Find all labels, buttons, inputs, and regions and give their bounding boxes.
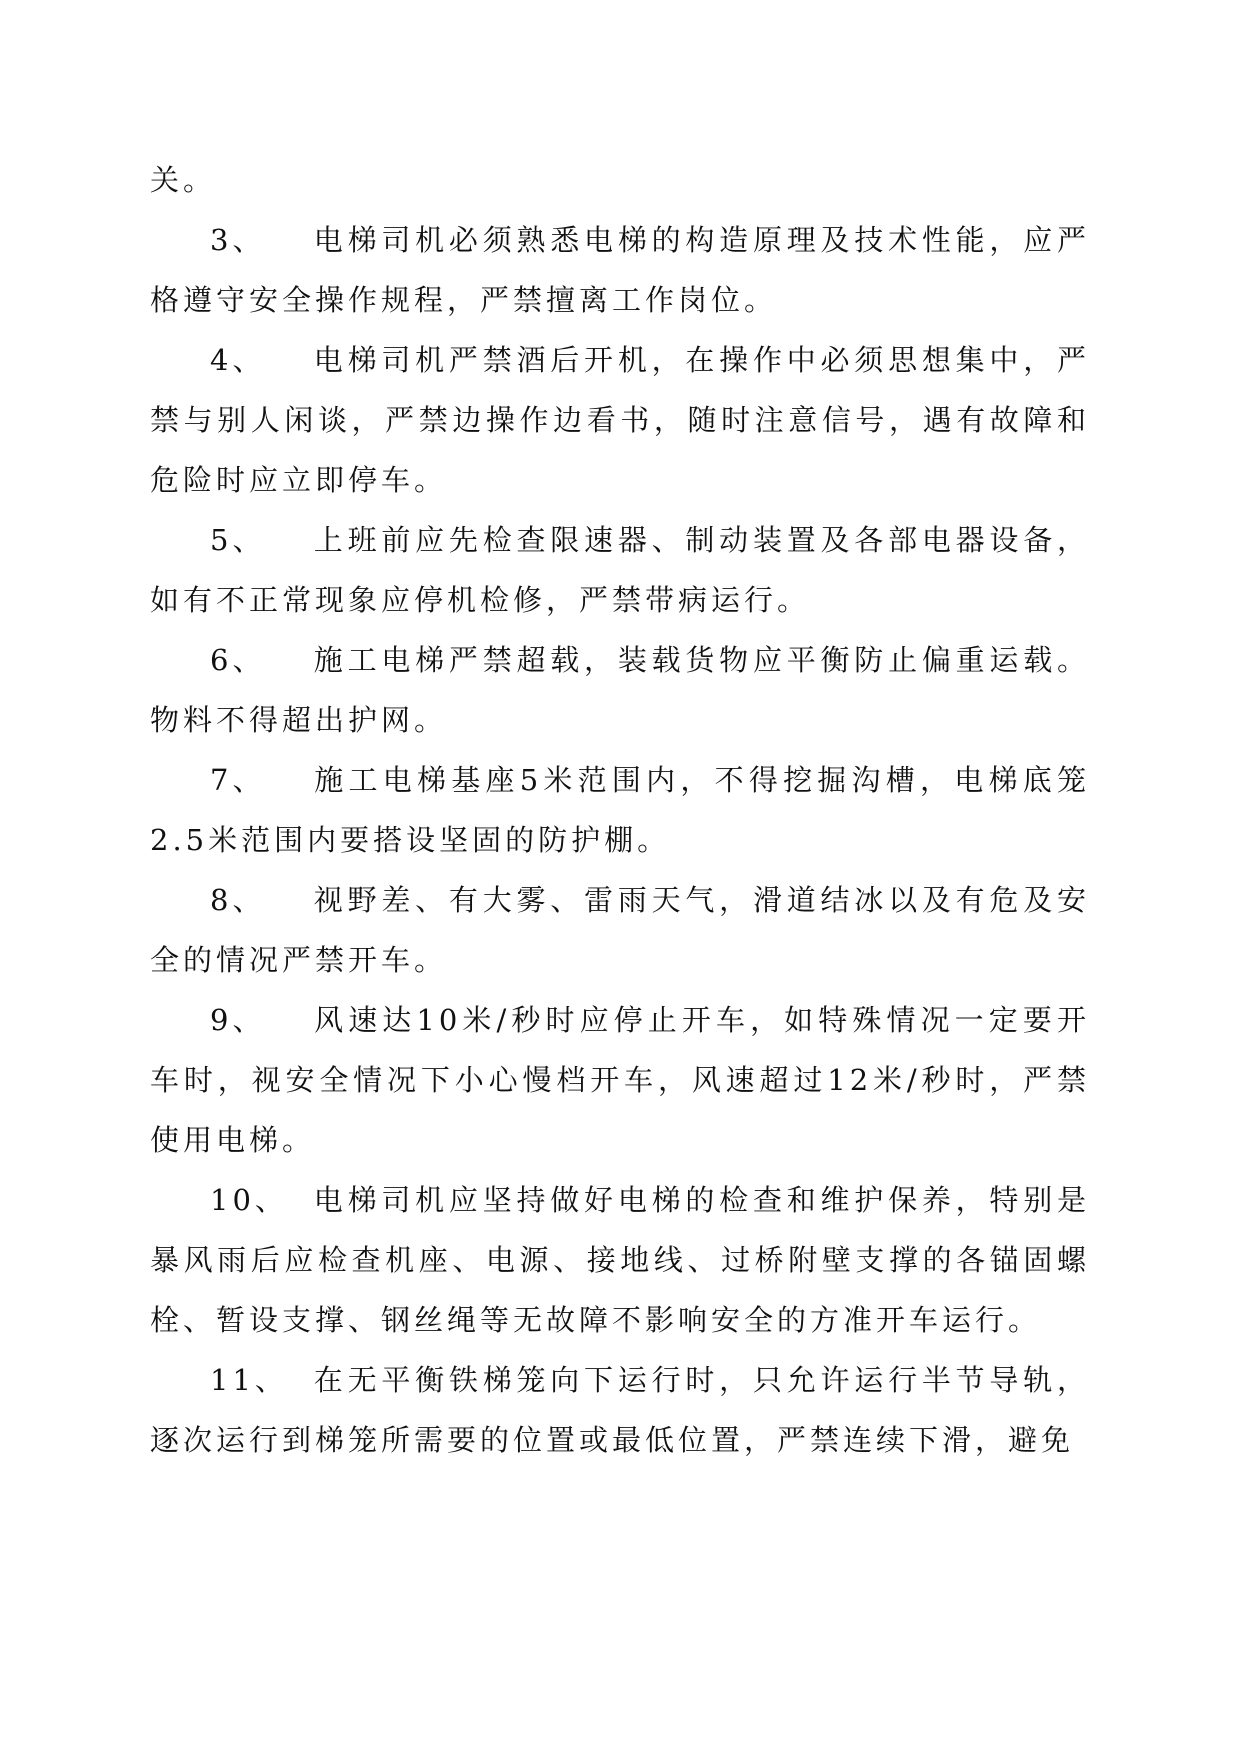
list-item: [150, 510, 1090, 630]
lead-text: 关。: [150, 163, 217, 197]
item-number: 6、: [210, 643, 266, 677]
list-item: [150, 1170, 1090, 1350]
item-text: 施工电梯基座5米范围内，不得挖掘沟槽，电梯底笼2.5米范围内要搭设坚固的防护棚。: [150, 763, 1090, 857]
document-page: [150, 150, 1090, 1470]
item-number: 9、: [210, 1003, 266, 1037]
list-item: [150, 210, 1090, 330]
item-number: 11、: [210, 1363, 288, 1397]
list-item: [150, 990, 1090, 1170]
item-text: 电梯司机必须熟悉电梯的构造原理及技术性能，应严格遵守安全操作规程，严禁擅离工作岗位。: [150, 223, 1090, 317]
list-item: [150, 750, 1090, 870]
item-number: 3、: [210, 223, 266, 257]
item-number: 5、: [210, 523, 266, 557]
list-item: [150, 1350, 1090, 1470]
item-text: 风速达10米/秒时应停止开车，如特殊情况一定要开车时，视安全情况下小心慢档开车，风速超过12米/秒时，严禁使用电梯。: [150, 1003, 1090, 1157]
lead-paragraph: [150, 150, 1090, 210]
list-item: [150, 330, 1090, 510]
item-number: 7、: [210, 763, 266, 797]
item-text: 电梯司机严禁酒后开机，在操作中必须思想集中，严禁与别人闲谈，严禁边操作边看书，随时注意信号，遇有故障和危险时应立即停车。: [150, 343, 1090, 497]
item-text: 上班前应先检查限速器、制动装置及各部电器设备，如有不正常现象应停机检修，严禁带病运行。: [150, 523, 1090, 617]
item-text: 电梯司机应坚持做好电梯的检查和维护保养，特别是暴风雨后应检查机座、电源、接地线、过桥附壁支撑的各锚固螺栓、暂设支撑、钢丝绳等无故障不影响安全的方准开车运行。: [150, 1183, 1090, 1337]
item-text: 在无平衡铁梯笼向下运行时，只允许运行半节导轨，逐次运行到梯笼所需要的位置或最低位置，严禁连续下滑，避免: [150, 1363, 1090, 1457]
item-text: 视野差、有大雾、雷雨天气，滑道结冰以及有危及安全的情况严禁开车。: [150, 883, 1090, 977]
list-item: [150, 870, 1090, 990]
list-item: [150, 630, 1090, 750]
item-number: 10、: [210, 1183, 288, 1217]
item-text: 施工电梯严禁超载，装载货物应平衡防止偏重运载。物料不得超出护网。: [150, 643, 1090, 737]
item-number: 4、: [210, 343, 266, 377]
item-number: 8、: [210, 883, 266, 917]
